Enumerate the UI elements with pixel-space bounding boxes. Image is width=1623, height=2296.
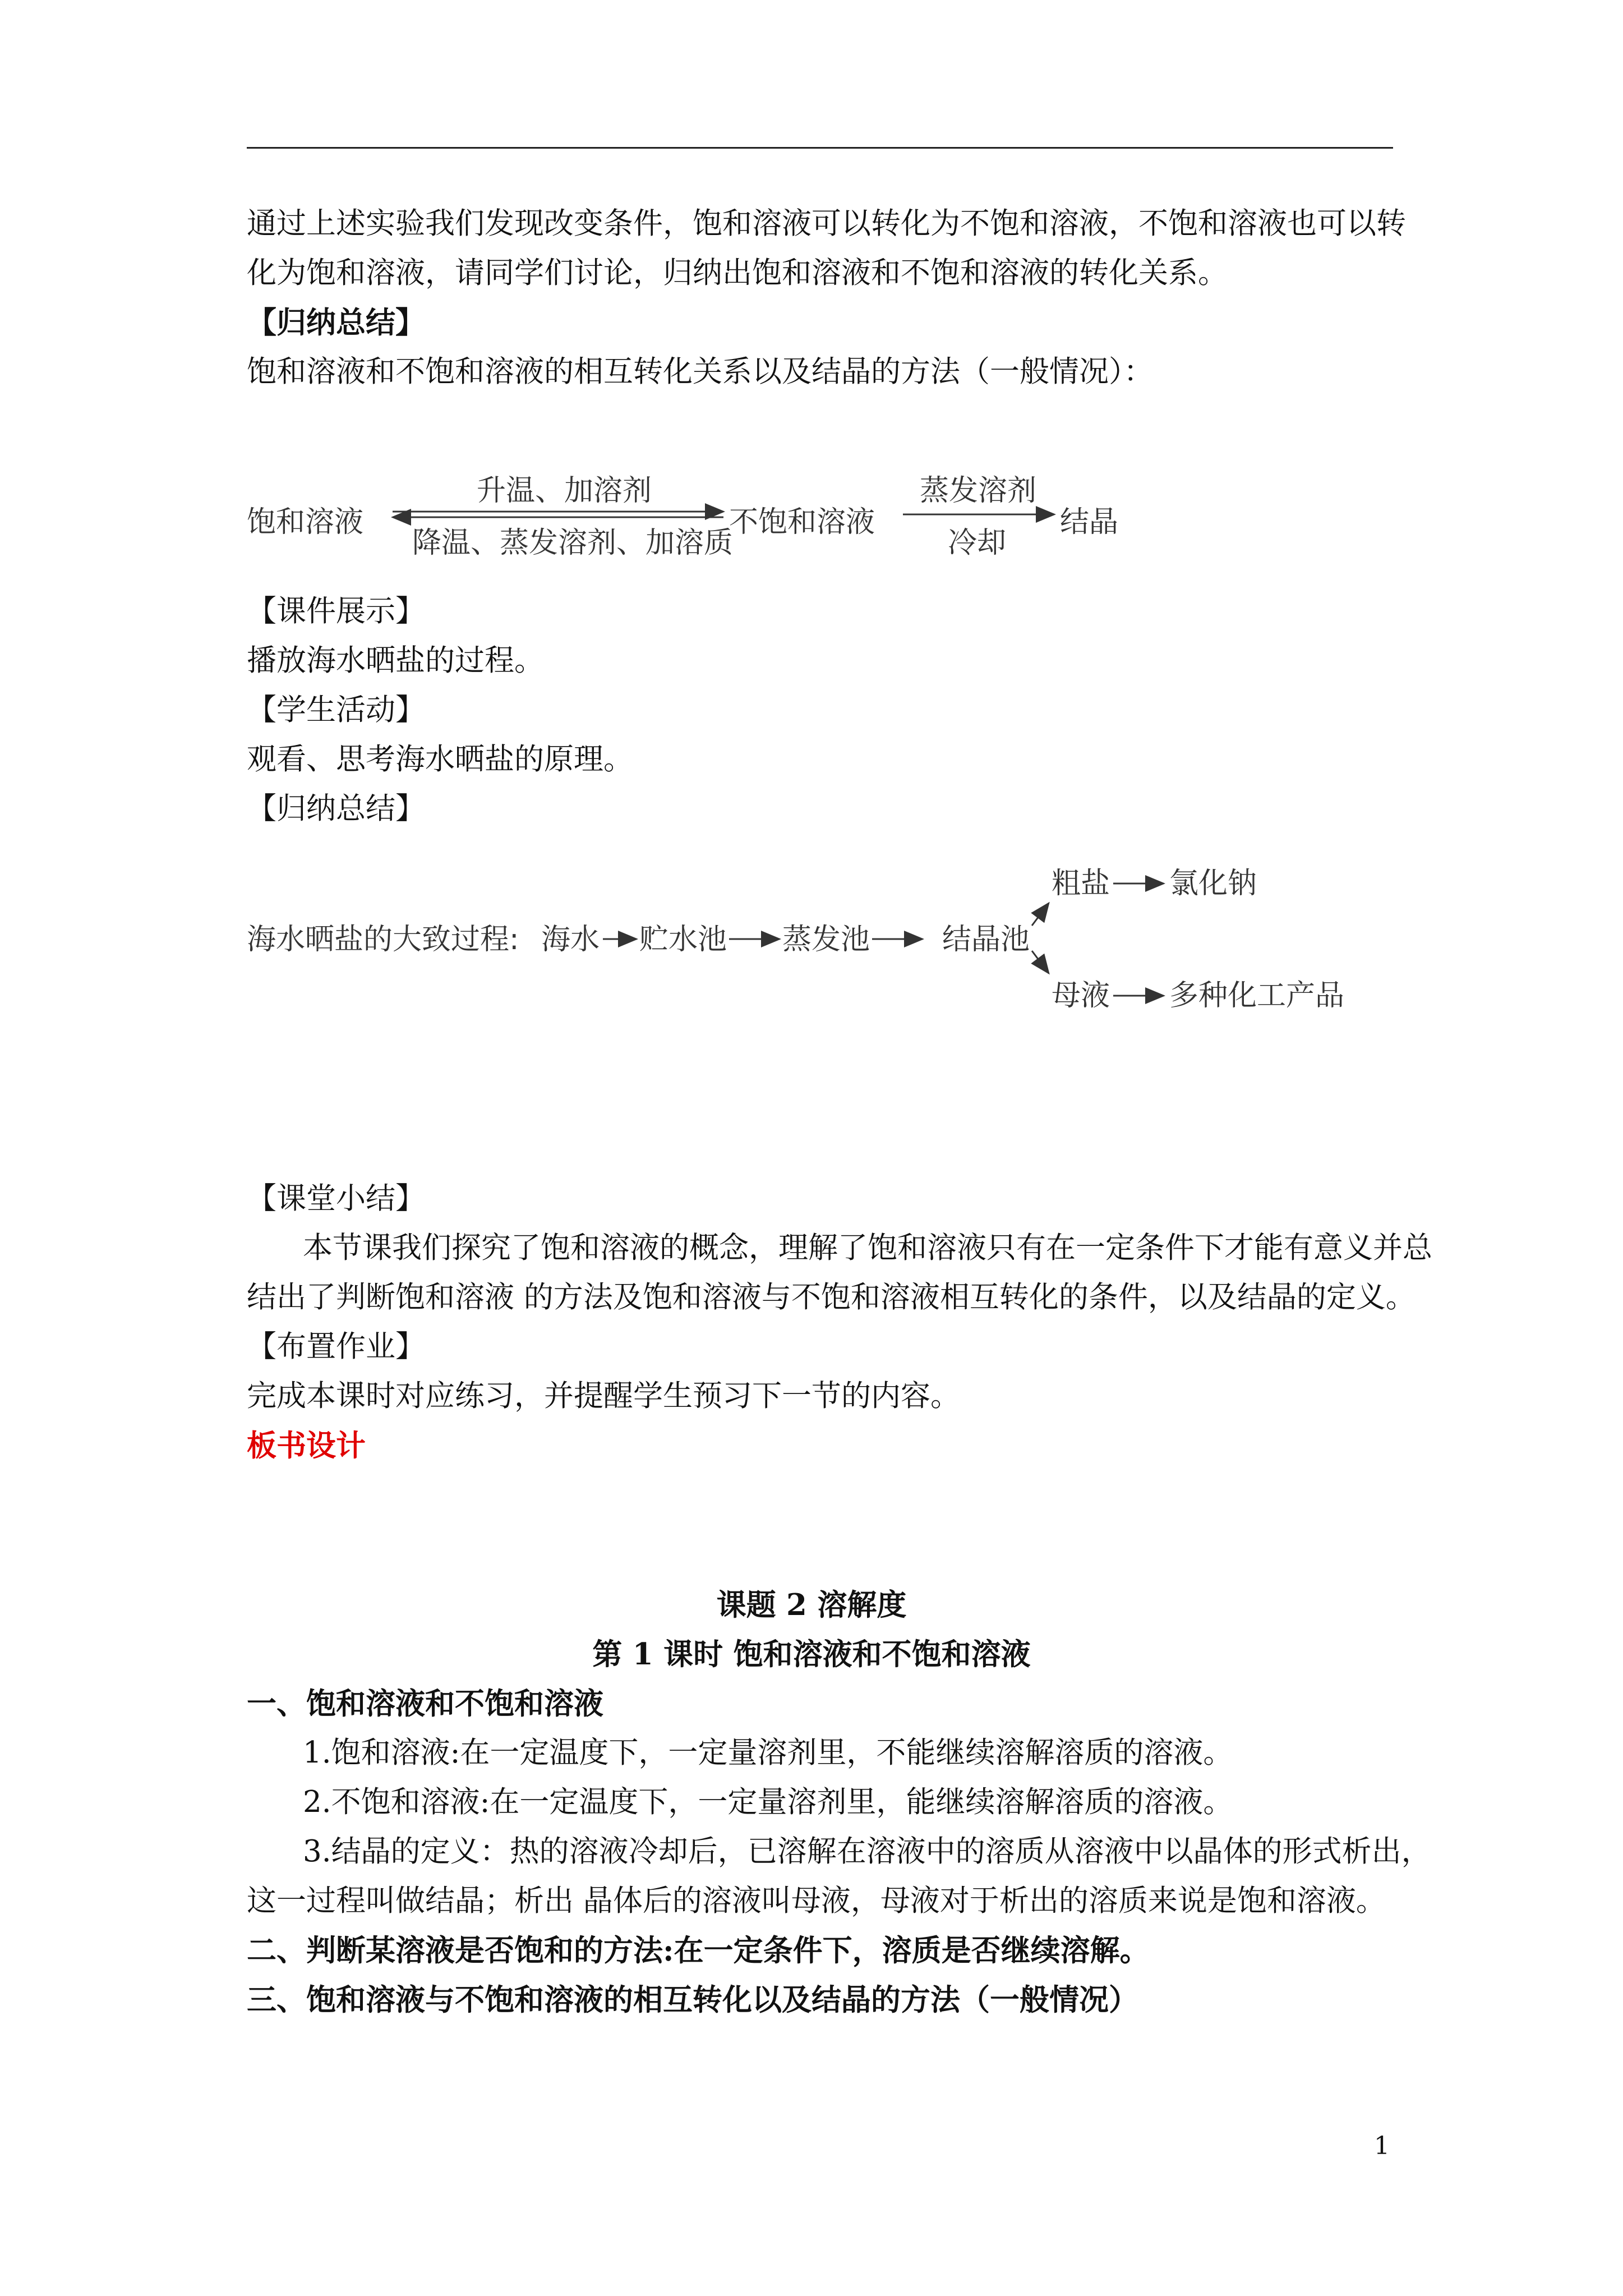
paragraph-line: 通过上述实验我们发现改变条件，饱和溶液可以转化为不饱和溶液，不饱和溶液也可以转 — [247, 206, 1406, 241]
paragraph-line: 化为饱和溶液，请同学们讨论，归纳出饱和溶液和不饱和溶液的转化关系。 — [247, 256, 1228, 290]
paragraph-line: 本节课我们探究了饱和溶液的概念，理解了饱和溶液只有在一定条件下才能有意义并总 — [303, 1231, 1432, 1265]
evaporation-pond-label: 蒸发池 — [782, 923, 870, 956]
outline-item: 2.不饱和溶液:在一定温度下，一定量溶剂里，能继续溶解溶质的溶液。 — [303, 1785, 1233, 1819]
lesson-title: 课题 2 溶解度 — [716, 1588, 907, 1622]
saturated-solution-label: 饱和溶液 — [247, 505, 364, 539]
header-rule — [247, 147, 1393, 149]
paragraph-line: 完成本课时对应练习，并提醒学生预习下一节的内容。 — [247, 1379, 960, 1413]
paragraph-line: 结出了判断饱和溶液 的方法及饱和溶液与不饱和溶液相互转化的条件，以及结晶的定义。 — [247, 1280, 1415, 1314]
chemical-products-label: 多种化工产品 — [1169, 979, 1345, 1013]
board-design-heading: 板书设计 — [247, 1428, 366, 1463]
paragraph-line: 饱和溶液和不饱和溶液的相互转化关系以及结晶的方法（一般情况）： — [247, 355, 1154, 389]
outline-section-2: 二、判断某溶液是否饱和的方法:在一定条件下，溶质是否继续溶解。 — [247, 1933, 1150, 1968]
section-heading: 【归纳总结】 — [247, 792, 425, 826]
crystallization-pond-label: 结晶池 — [942, 923, 1030, 956]
section-heading: 【课件展示】 — [247, 594, 425, 628]
paragraph-line: 观看、思考海水晒盐的原理。 — [247, 742, 633, 776]
outline-section-3: 三、饱和溶液与不饱和溶液的相互转化以及结晶的方法（一般情况） — [247, 1982, 1138, 2017]
evaporate-solvent-label: 蒸发溶剂 — [920, 474, 1037, 508]
section-heading: 【学生活动】 — [247, 693, 425, 727]
section-heading: 【布置作业】 — [247, 1329, 425, 1364]
storage-pond-label: 贮水池 — [639, 923, 727, 956]
outline-section-1: 一、饱和溶液和不饱和溶液 — [247, 1686, 603, 1721]
backward-condition-label: 降温、蒸发溶剂、加溶质 — [412, 526, 734, 560]
arrow-to-mother-liquor — [1032, 951, 1049, 973]
seawater-label: 海水 — [541, 923, 600, 956]
sodium-chloride-label: 氯化钠 — [1169, 867, 1257, 900]
unsaturated-solution-label: 不饱和溶液 — [729, 505, 875, 539]
crude-salt-label: 粗盐 — [1052, 867, 1110, 900]
crystallization-label: 结晶 — [1060, 505, 1119, 539]
outline-item: 3.结晶的定义：热的溶液冷却后，已溶解在溶液中的溶质从溶液中以晶体的形式析出， — [303, 1834, 1431, 1869]
mother-liquor-label: 母液 — [1052, 979, 1110, 1013]
section-heading: 【课堂小结】 — [247, 1181, 425, 1216]
forward-condition-label: 升温、加溶剂 — [477, 474, 652, 508]
section-heading: 【归纳总结】 — [247, 305, 425, 340]
process-intro-label: 海水晒盐的大致过程: — [247, 923, 519, 956]
cooling-label: 冷却 — [948, 526, 1007, 560]
page-number: 1 — [1374, 2132, 1390, 2160]
arrow-to-crude-salt — [1032, 903, 1049, 926]
outline-item: 这一过程叫做结晶；析出 晶体后的溶液叫母液，母液对于析出的溶质来说是饱和溶液。 — [247, 1884, 1386, 1918]
lesson-subtitle: 第 1 课时 饱和溶液和不饱和溶液 — [592, 1637, 1031, 1672]
outline-item: 1.饱和溶液:在一定温度下，一定量溶剂里，不能继续溶解溶质的溶液。 — [303, 1736, 1233, 1770]
paragraph-line: 播放海水晒盐的过程。 — [247, 643, 544, 678]
